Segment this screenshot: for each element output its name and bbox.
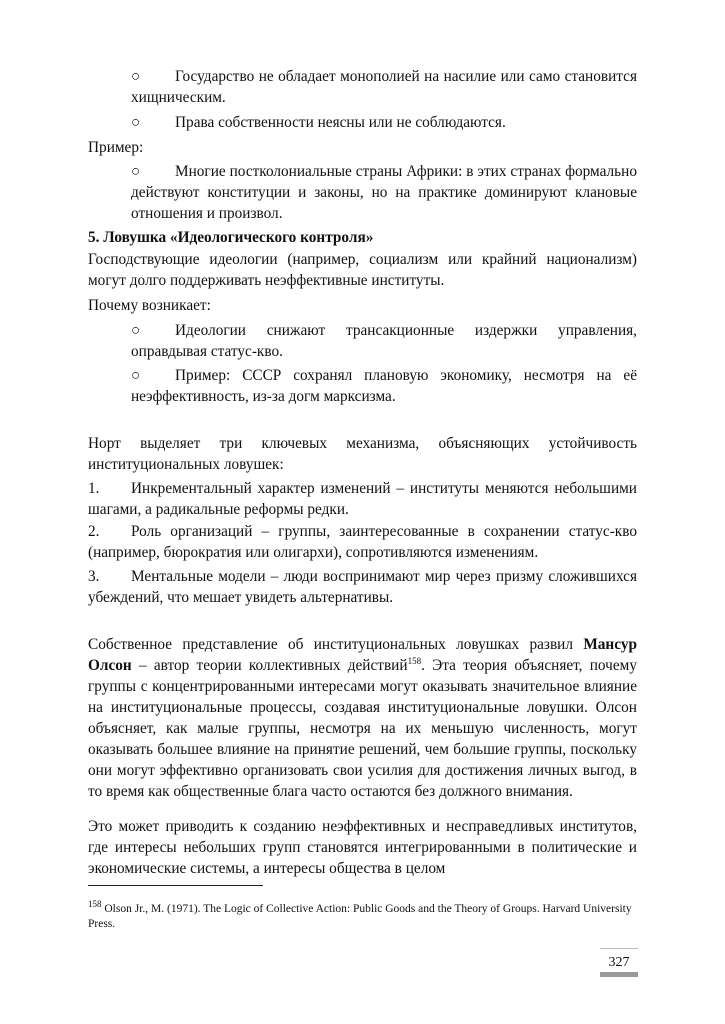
north-intro: Норт выделяет три ключевых механизма, объясняющих устойчивость институциональных ловушек: [88, 435, 637, 473]
section-intro: Господствующие идеологии (например, социализм или крайний национализм) могут долго поддерживать неэффективные институты. [88, 251, 637, 289]
footnote-divider [88, 885, 263, 886]
bullet-circle: ○ [131, 68, 141, 85]
footnote [88, 899, 637, 932]
numbered-item [88, 478, 637, 520]
page-number: 327 [608, 955, 630, 970]
olson-lead: Собственное представление об институциональных ловушках развил [88, 636, 573, 653]
bullet-item [131, 112, 637, 133]
footnote-text: Olson Jr., M. (1971). The Logic of Collective Action: Public Goods and the Theory of Groups. Harvard University Press. [88, 903, 632, 930]
bullet-circle: ○ [131, 114, 141, 131]
numbered-item [88, 566, 637, 608]
why-label: Почему возникает: [88, 297, 211, 314]
item-text: Инкрементальный характер изменений – институты меняются небольшими шагами, а радикальные реформы редки. [88, 480, 637, 518]
item-number: 2. [88, 523, 100, 540]
bullet-item [131, 66, 637, 108]
olson-paragraph [88, 634, 637, 802]
bullet-circle: ○ [131, 367, 141, 384]
section-heading: 5. Ловушка «Идеологического контроля» [88, 229, 374, 246]
author-name: Мансур Олсон [88, 636, 637, 674]
bullet-circle: ○ [131, 322, 141, 339]
olson-after-name: – автор теории коллективных действий [138, 657, 408, 674]
bullet-text: Многие постколониальные страны Африки: в этих странах формально действуют конституции и законы, но на практике доминируют клановые отношения и произвол. [131, 163, 637, 222]
item-text: Ментальные модели – люди воспринимают мир через призму сложившихся убеждений, что мешает увидеть альтернативы. [88, 568, 637, 606]
item-number: 1. [88, 480, 100, 497]
item-number: 3. [88, 568, 100, 585]
numbered-item [88, 521, 637, 563]
footnote-ref[interactable]: 158 [407, 655, 422, 666]
bullet-text: Государство не обладает монополией на насилие или само становится хищническим. [131, 68, 637, 106]
bullet-text: Права собственности неясны или не соблюдаются. [175, 114, 506, 131]
bullet-item [131, 365, 637, 407]
olson-rest: . Эта теория объясняет, почему группы с концентрированными интересами могут оказывать значительное влияние на институциональные процессы, создавая институциональные ловушки. Олсон объясняет, как малые группы, несмотря на их меньшую численность, могут оказывать большее влияние на принятие решений, чем большие группы, поскольку они могут эффективно организовать свои усилия для достижения личных выгод, в то время как общественные блага часто остаются без должного внимания. [88, 657, 637, 800]
bullet-item [131, 320, 637, 362]
bullet-text: Пример: СССР сохранял плановую экономику, несмотря на её неэффективность, из-за догм марксизма. [131, 367, 637, 405]
bullet-item [131, 161, 637, 224]
example-label: Пример: [88, 139, 144, 156]
footnote-number: 158 [88, 899, 102, 910]
page-number-bar [600, 972, 638, 977]
page-number-rule [600, 948, 638, 949]
item-text: Роль организаций – группы, заинтересованные в сохранении статус-кво (например, бюрократия или олигархи), сопротивляются изменениям. [88, 523, 637, 561]
bullet-text: Идеологии снижают трансакционные издержки управления, оправдывая статус-кво. [131, 322, 637, 360]
olson-paragraph-2: Это может приводить к созданию неэффективных и несправедливых институтов, где интересы небольших групп становятся интегрированными в политические и экономические системы, а интересы общества в целом [88, 818, 637, 877]
bullet-circle: ○ [131, 163, 141, 180]
